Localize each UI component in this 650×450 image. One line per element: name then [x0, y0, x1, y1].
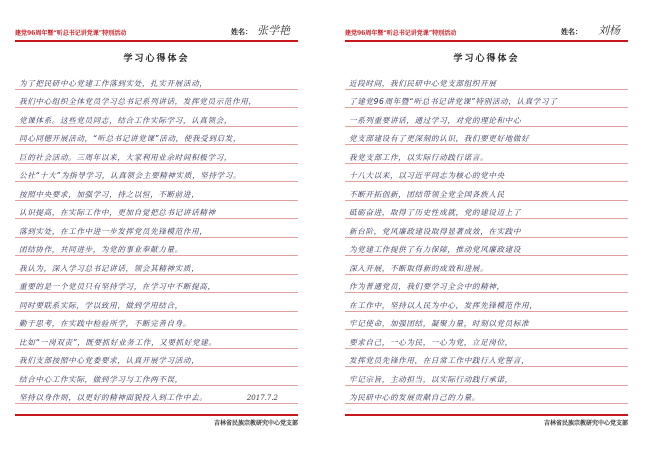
handwritten-line: 要求自己，一心为民，一心为党，立足岗位， — [349, 337, 513, 347]
ruled-line — [345, 292, 628, 293]
ruled-line — [345, 237, 628, 238]
ruled-line — [345, 163, 628, 164]
ruled-line — [15, 348, 298, 349]
ruled-line — [15, 218, 298, 219]
ruled-line — [15, 237, 298, 238]
ruled-line — [345, 200, 628, 201]
handwritten-line: 不断开拓创新，团结带领全党全国各族人民 — [349, 189, 505, 199]
handwritten-line: 坚持以身作则，以更好的精神面貌投入到工作中去。 — [19, 393, 208, 402]
footer-rule — [15, 414, 298, 416]
ruled-line — [15, 89, 298, 90]
handwritten-line: 落到实处，在工作中进一步发挥党员先锋模范作用， — [19, 226, 208, 236]
ruled-line — [345, 144, 628, 145]
handwritten-line: 作为普通党员，我们要学习全会中的精神， — [349, 282, 505, 291]
ruled-line — [345, 89, 628, 90]
ruled-line — [345, 274, 628, 275]
handwritten-line: 一系列重要讲话，通过学习，对党的理论和中心 — [349, 115, 522, 125]
ruled-line — [15, 163, 298, 164]
essay-date: 2017.7.2 — [246, 394, 278, 402]
ruled-line — [15, 366, 298, 367]
handwritten-line: 我认为，深入学习总书记讲话，领会其精神实质， — [19, 263, 200, 273]
ruled-line — [15, 385, 298, 386]
essay-title: 学习心得体会 — [453, 54, 520, 64]
right-essay-page — [345, 22, 628, 434]
handwritten-line: 牢记使命，加强团结，凝聚力量，时刻以党员标准 — [349, 319, 530, 328]
handwritten-line: 了建党96周年暨“听总书记讲党课”特别活动，认真学习了 — [349, 97, 558, 106]
name-label: 姓名： — [231, 27, 252, 36]
handwritten-line: 结合中心工作实际，做到学习与工作两不误， — [19, 374, 183, 384]
ruled-line — [15, 311, 298, 312]
ruled-line — [15, 144, 298, 145]
ruled-line — [15, 274, 298, 275]
organization-footer: 吉林省民族宗教研究中心党支部 — [543, 420, 628, 427]
handwritten-line: 同心同德开展活动，“听总书记讲党课”活动，使我受到启发， — [19, 134, 242, 143]
ruled-line — [15, 181, 298, 182]
handwritten-line: 为了把民研中心党建工作落到实处，扎实开展活动， — [19, 78, 208, 88]
header-rule — [345, 40, 628, 42]
handwritten-line: 砥砺奋进，取得了历史性成就，党的建设迈上了 — [349, 208, 522, 217]
left-essay-page — [15, 22, 298, 434]
essay-title: 学习心得体会 — [123, 54, 190, 64]
handwritten-line: 重要的是一个党员只有坚持学习，在学习中不断提高， — [19, 282, 216, 291]
ruled-line — [15, 126, 298, 127]
handwritten-line: 新台阶，党风廉政建设取得显著成效，在实践中 — [349, 226, 522, 236]
ruled-line — [15, 107, 298, 108]
ruled-line — [345, 107, 628, 108]
page-header — [15, 22, 298, 40]
event-title: 建党96周年暨“听总书记讲党课”特别活动 — [345, 30, 457, 37]
ruled-line — [345, 366, 628, 367]
ruled-line — [15, 292, 298, 293]
ruled-line — [345, 126, 628, 127]
handwritten-line: 按照中央要求，加强学习，持之以恒，不断前进， — [19, 189, 200, 199]
ruled-line — [345, 311, 628, 312]
name-label: 姓名： — [561, 27, 582, 36]
handwritten-line: 在工作中，坚持以人民为中心，发挥先锋模范作用， — [349, 300, 538, 310]
organization-footer: 吉林省民族宗教研究中心党支部 — [213, 420, 298, 427]
handwritten-line: 深入开展，不断取得新的成效和进展。 — [349, 263, 489, 273]
ruled-line — [345, 329, 628, 330]
handwritten-line: 发挥党员先锋作用，在日常工作中践行入党誓言， — [349, 356, 530, 365]
handwritten-line: 认识提高，在实际工作中，更加自觉把总书记讲话精神 — [19, 208, 216, 217]
ruled-line — [345, 181, 628, 182]
ruled-line — [345, 403, 628, 404]
ruled-line — [15, 329, 298, 330]
handwritten-line: 近段时间，我们民研中心党支部组织开展 — [349, 78, 497, 88]
footer-rule — [345, 414, 628, 416]
handwritten-line: 公社“十大”为指导学习，认真领会主要精神实质，坚持学习。 — [19, 171, 242, 180]
header-rule — [15, 40, 298, 42]
event-title: 建党96周年暨“听总书记讲党课”特别活动 — [15, 30, 127, 37]
ruled-line — [15, 403, 298, 404]
ruled-line — [15, 200, 298, 201]
author-signature: 刘杨 — [598, 24, 620, 37]
handwritten-line: 为民研中心的发展贡献自己的力量。 — [349, 393, 481, 402]
handwritten-line: 勤于思考，在实践中检验所学，不断完善自身。 — [19, 319, 192, 328]
page-header — [345, 22, 628, 40]
ruled-lines — [15, 70, 298, 410]
handwritten-line: 团结协作，共同进步，为党的事业奉献力量。 — [19, 245, 183, 254]
ruled-line — [15, 255, 298, 256]
handwritten-line: 为党建工作提供了有力保障，推动党风廉政建设 — [349, 245, 522, 254]
handwritten-line: 我们支部按照中心党委要求，认真开展学习活动， — [19, 356, 200, 365]
author-signature: 张学艳 — [257, 24, 290, 37]
handwritten-line: 我党支部工作，以实际行动践行诺言。 — [349, 152, 489, 162]
handwritten-line: 巨的社会活动。三周年以来，大家利用业余时间积极学习， — [19, 152, 233, 162]
ruled-line — [345, 385, 628, 386]
handwritten-line: 牢记宗旨，主动担当，以实际行动践行承诺， — [349, 374, 513, 384]
handwritten-line: 党支部建设有了更深刻的认识，我们要更好地做好 — [349, 134, 530, 143]
handwritten-line: 十八大以来，以习近平同志为核心的党中央 — [349, 171, 505, 180]
handwritten-line: 我们中心组织全体党员学习总书记系列讲话，发挥党员示范作用， — [19, 97, 257, 106]
ruled-lines — [345, 70, 628, 410]
handwritten-line: 党课体系。这些党员同志，结合工作实际学习，认真领会， — [19, 115, 233, 125]
handwritten-line: 同时要联系实际，学以致用，做到学用结合， — [19, 300, 183, 310]
ruled-line — [345, 255, 628, 256]
ruled-line — [345, 348, 628, 349]
handwritten-line: 比如“一岗双责”，既要抓好业务工作，又要抓好党建。 — [19, 337, 217, 347]
ruled-line — [345, 218, 628, 219]
